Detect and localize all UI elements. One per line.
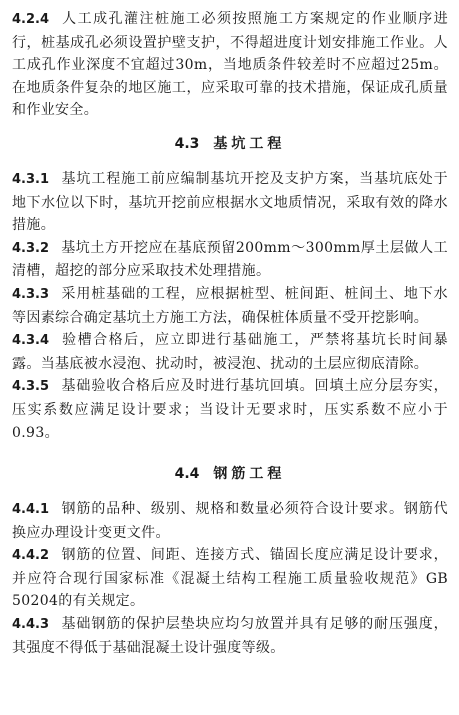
clause-4-3-1 — [12, 168, 448, 237]
clause-4-4-1 — [12, 498, 448, 544]
clause-4-3-4 — [12, 329, 448, 375]
clause-4-4-3 — [12, 613, 448, 659]
clause-number: 4.2.4 — [12, 12, 50, 27]
clause-4-3-3 — [12, 283, 448, 329]
clause-text: 基坑工程施工前应编制基坑开挖及支护方案，当基坑底处于地下水位以下时，基坑开挖前应根据水文地质情况，采取有效的降水措施。 — [12, 170, 448, 234]
clause-text: 采用桩基础的工程，应根据桩型、桩间距、桩间土、地下水等因素综合确定基坑土方施工方法，确保桩体质量不受开挖影响。 — [12, 285, 448, 326]
clause-4-3-5 — [12, 375, 448, 444]
clause-number: 4.3.1 — [12, 171, 50, 187]
document-page — [12, 8, 448, 659]
clause-4-2-4 — [12, 8, 448, 122]
section-number: 4.3 — [174, 135, 200, 152]
clause-text: 基坑土方开挖应在基底预留200mm～300mm厚土层做人工清槽，超挖的部分应采取技术处理措施。 — [12, 239, 448, 280]
section-title: 钢筋工程 — [213, 466, 286, 483]
clause-number: 4.3.4 — [12, 333, 50, 349]
clause-text: 人工成孔灌注桩施工必须按照施工方案规定的作业顺序进行，桩基成孔必须设置护壁支护，不得超进度计划安排施工作业。人工成孔作业深度不宜超过30m，当地质条件较差时不应超过25m。在地质条件复杂的地区施工，应采取可靠的技术措施，保证成孔质量和作业安全。 — [12, 11, 448, 119]
clause-text: 验槽合格后，应立即进行基础施工，严禁将基坑长时间暴露。当基底被水浸泡、扰动时，被浸泡、扰动的土层应彻底清除。 — [12, 332, 448, 372]
clause-text: 基础验收合格后应及时进行基坑回填。回填土应分层夯实，压实系数应满足设计要求；当设计无要求时，压实系数不应小于0.93。 — [12, 378, 448, 441]
section-heading-4-4 — [12, 460, 448, 488]
clause-number: 4.4.1 — [12, 502, 50, 518]
clause-text: 基础钢筋的保护层垫块应均匀放置并具有足够的耐压强度，其强度不得低于基础混凝土设计强度等级。 — [12, 616, 448, 656]
clause-text: 钢筋的品种、级别、规格和数量必须符合设计要求。钢筋代换应办理设计变更文件。 — [12, 501, 448, 541]
clause-number: 4.3.2 — [12, 240, 50, 256]
clause-4-4-2 — [12, 544, 448, 613]
section-heading-4-3 — [12, 130, 448, 158]
clause-number: 4.3.3 — [12, 286, 50, 302]
clause-4-3-2 — [12, 237, 448, 283]
section-title: 基坑工程 — [213, 135, 286, 152]
clause-text: 钢筋的位置、间距、连接方式、锚固长度应满足设计要求，并应符合现行国家标准《混凝土结构工程施工质量验收规范》GB 50204的有关规定。 — [12, 547, 448, 610]
clause-number: 4.4.3 — [12, 617, 50, 633]
section-number: 4.4 — [174, 466, 200, 483]
clause-number: 4.3.5 — [12, 379, 50, 395]
clause-number: 4.4.2 — [12, 548, 50, 564]
